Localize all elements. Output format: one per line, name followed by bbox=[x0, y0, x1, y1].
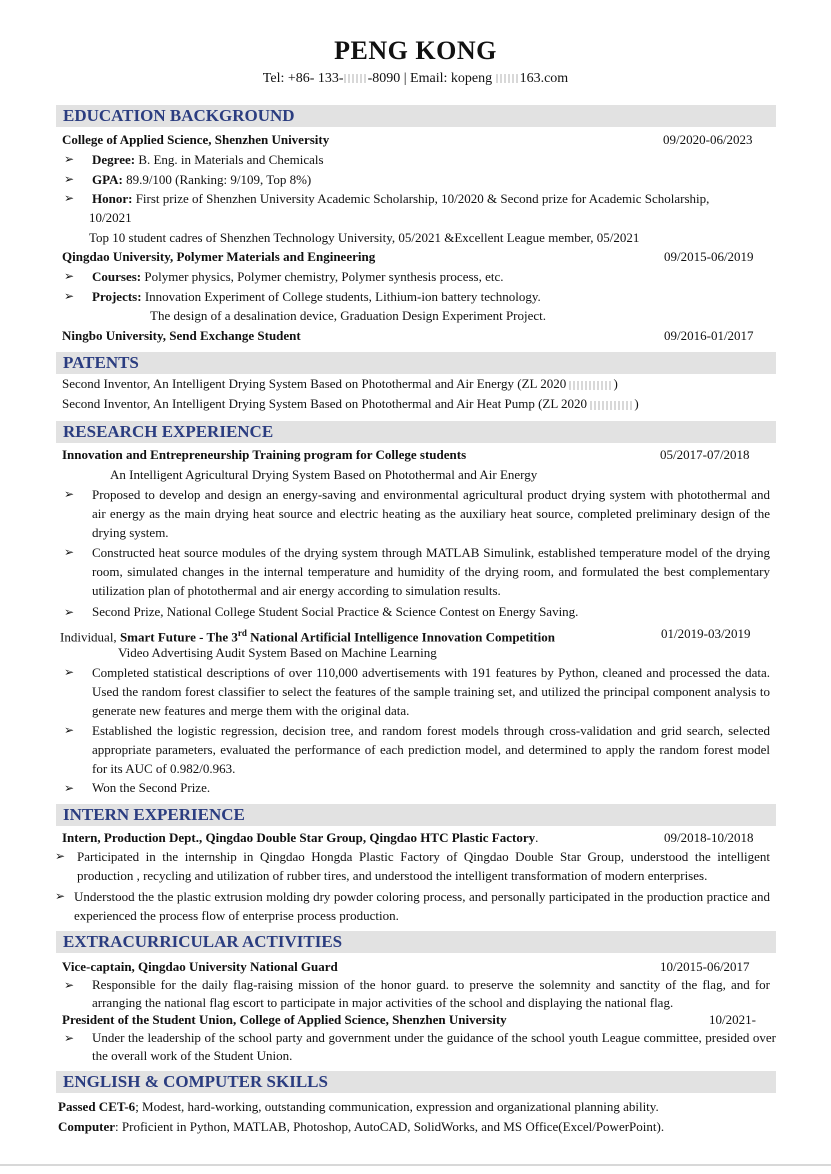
bullet-arrow-icon: ➢ bbox=[64, 781, 75, 795]
email-suffix: 163.com bbox=[519, 71, 569, 86]
skills-computer-line bbox=[58, 1118, 664, 1135]
projects-value: Innovation Experiment of College students, Lithium-ion battery technology. bbox=[144, 289, 541, 304]
honor-line bbox=[92, 190, 709, 207]
bullet-arrow-icon: ➢ bbox=[64, 289, 75, 303]
section-heading: ENGLISH & COMPUTER SKILLS bbox=[63, 1072, 328, 1091]
school-1-date: 09/2020-06/2023 bbox=[663, 132, 753, 147]
research-project-2-bullet-1: Completed statistical descriptions of over 110,000 advertisements with 191 features by Python, cleaned and processed the data. Used the random forest classifier to select the features of the sample training set, and utilized the principal component analysis to generate new features and merge them with the original data. bbox=[92, 665, 770, 719]
intern-title bbox=[62, 829, 538, 846]
school-3-date: 09/2016-01/2017 bbox=[664, 328, 754, 343]
contact-line bbox=[0, 71, 831, 87]
section-heading: EXTRACURRICULAR ACTIVITIES bbox=[63, 932, 343, 951]
redacted-patent-number-mark bbox=[569, 381, 613, 390]
honor-value: First prize of Shenzhen University Academic Scholarship, 10/2020 & Second prize for Academic Scholarship, bbox=[135, 191, 710, 206]
bullet-arrow-icon: ➢ bbox=[64, 723, 75, 737]
intern-bullet-2: Understood the the plastic extrusion molding dry powder coloring process, and personally participated in the production practice and experienced the process flow of enterprise process production. bbox=[74, 889, 770, 924]
section-skills bbox=[56, 1071, 776, 1093]
section-education bbox=[56, 105, 776, 127]
tel-suffix: -8090 | Email: kopeng bbox=[367, 71, 493, 86]
project-2-title-b: National Artificial Intelligence Innovation Competition bbox=[250, 629, 555, 645]
bullet-arrow-icon: ➢ bbox=[64, 191, 75, 205]
redacted-patent-number-mark bbox=[590, 401, 634, 410]
honor-extra: Top 10 student cadres of Shenzhen Technology University, 05/2021 &Excellent League member, 05/2021 bbox=[89, 230, 640, 245]
computer-label: Computer bbox=[58, 1119, 116, 1134]
research-project-1-date: 05/2017-07/2018 bbox=[660, 447, 750, 462]
courses-value: Polymer physics, Polymer chemistry, Polymer synthesis process, etc. bbox=[144, 269, 504, 284]
research-project-2-title bbox=[60, 625, 555, 645]
section-patents bbox=[56, 352, 776, 374]
project-2-prefix: Individual, bbox=[60, 629, 117, 645]
bullet-arrow-icon: ➢ bbox=[64, 487, 75, 501]
section-heading: PATENTS bbox=[63, 353, 139, 372]
honor-continued: 10/2021 bbox=[89, 210, 132, 225]
project-2-superscript: rd bbox=[237, 628, 247, 638]
gpa-label: GPA: bbox=[92, 172, 123, 187]
research-project-1-subtitle: An Intelligent Agricultural Drying System Based on Photothermal and Air Energy bbox=[110, 467, 538, 482]
research-project-1-bullet-3: Second Prize, National College Student Social Practice & Science Contest on Energy Saving. bbox=[92, 604, 579, 619]
page-bottom-divider bbox=[0, 1164, 831, 1166]
role-1-title: Vice-captain, Qingdao University National Guard bbox=[62, 959, 338, 974]
gpa-line bbox=[92, 171, 311, 188]
computer-text: : Proficient in Python, MATLAB, Photoshop, AutoCAD, SolidWorks, and MS Office(Excel/PowerPoint). bbox=[115, 1119, 665, 1134]
section-heading: EDUCATION BACKGROUND bbox=[63, 106, 295, 125]
section-heading: INTERN EXPERIENCE bbox=[63, 805, 245, 824]
school-2-date: 09/2015-06/2019 bbox=[664, 249, 754, 264]
projects-label: Projects: bbox=[92, 289, 142, 304]
intern-date: 09/2018-10/2018 bbox=[664, 830, 754, 845]
school-3: Ningbo University, Send Exchange Student bbox=[62, 328, 301, 343]
research-project-2-bullet-2: Established the logistic regression, decision tree, and random forest models through cross-validation and grid search, selected appropriate parameters, evaluated the performance of each prediction model, and determined to apply the random forest model for its AUC of 0.982/0.963. bbox=[92, 723, 770, 777]
redacted-email-mark bbox=[496, 74, 520, 83]
honor-label: Honor: bbox=[92, 191, 133, 206]
cet-label: Passed CET-6 bbox=[58, 1099, 136, 1114]
intern-title-end: . bbox=[535, 830, 539, 845]
cet-text: ; Modest, hard-working, outstanding communication, expression and organizational planning ability. bbox=[135, 1099, 659, 1114]
redacted-phone-mark bbox=[344, 74, 368, 83]
projects-line bbox=[92, 288, 541, 305]
intern-bullet-1: Participated in the internship in Qingdao Hongda Plastic Factory of Qingdao Double Star Group, understood the intelligent production , recycling and utilization of rubber tires, and understood the intelligent transformation of modern enterprises. bbox=[77, 849, 770, 884]
bullet-arrow-icon: ➢ bbox=[64, 545, 75, 559]
patent-1-text: Second Inventor, An Intelligent Drying System Based on Photothermal and Air Energy (ZL 2020 bbox=[62, 376, 567, 391]
patent-1-end: ) bbox=[613, 376, 618, 391]
bullet-arrow-icon: ➢ bbox=[64, 1031, 75, 1045]
role-2-bullet: Under the leadership of the school party and government under the guidance of the school youth League committee, presided over the overall work of the Student Union. bbox=[92, 1030, 776, 1063]
patent-2 bbox=[62, 395, 639, 412]
research-project-1-bullet-1: Proposed to develop and design an energy-saving and environmental agricultural product drying system with photothermal and air energy as the main drying heat source and electric heating as the auxiliary heat source, completed preliminary design of the drying system. bbox=[92, 487, 770, 541]
research-project-1-title: Innovation and Entrepreneurship Training program for College students bbox=[62, 447, 467, 462]
role-1-date: 10/2015-06/2017 bbox=[660, 959, 750, 974]
degree-line bbox=[92, 151, 324, 168]
school-2: Qingdao University, Polymer Materials and Engineering bbox=[62, 249, 376, 264]
research-project-1-bullet-2: Constructed heat source modules of the drying system through MATLAB Simulink, established temperature model of the drying room, simulated changes in the internal temperature and humidity of the drying room, and formulated the best complementary utilization plan of photothermal and air energy according to simulation results. bbox=[92, 545, 770, 599]
bullet-arrow-icon: ➢ bbox=[64, 152, 75, 166]
section-heading: RESEARCH EXPERIENCE bbox=[63, 422, 274, 441]
bullet-arrow-icon: ➢ bbox=[64, 172, 75, 186]
candidate-name: PENG KONG bbox=[334, 36, 497, 65]
bullet-arrow-icon: ➢ bbox=[55, 889, 66, 903]
section-research bbox=[56, 421, 776, 443]
project-2-title-a: Smart Future - The 3 bbox=[119, 629, 238, 645]
bullet-arrow-icon: ➢ bbox=[55, 849, 66, 863]
bullet-arrow-icon: ➢ bbox=[64, 978, 75, 992]
role-2-date: 10/2021- bbox=[709, 1012, 756, 1027]
research-project-2-date: 01/2019-03/2019 bbox=[661, 626, 751, 641]
patent-2-end: ) bbox=[634, 396, 639, 411]
projects-continued: The design of a desalination device, Graduation Design Experiment Project. bbox=[150, 308, 547, 323]
degree-label: Degree: bbox=[92, 152, 136, 167]
section-extracurricular bbox=[56, 931, 776, 953]
patent-2-text: Second Inventor, An Intelligent Drying System Based on Photothermal and Air Heat Pump (ZL 2020 bbox=[62, 396, 588, 411]
intern-title-text: Intern, Production Dept., Qingdao Double Star Group, Qingdao HTC Plastic Factory bbox=[62, 830, 536, 845]
degree-value: B. Eng. in Materials and Chemicals bbox=[138, 152, 324, 167]
section-intern bbox=[56, 804, 776, 826]
role-2-title: President of the Student Union, College of Applied Science, Shenzhen University bbox=[62, 1012, 507, 1027]
courses-label: Courses: bbox=[92, 269, 142, 284]
role-1-bullet: Responsible for the daily flag-raising mission of the honor guard. to preserve the solemnity and sanctity of the flag, and for arranging the national flag escort to participate in major activities of the school and displaying the national flag. bbox=[92, 977, 770, 1010]
research-project-2-bullet-3: Won the Second Prize. bbox=[92, 780, 211, 795]
patent-1 bbox=[62, 375, 618, 392]
gpa-value: 89.9/100 (Ranking: 9/109, Top 8%) bbox=[126, 172, 312, 187]
bullet-arrow-icon: ➢ bbox=[64, 269, 75, 283]
skills-english-line bbox=[58, 1098, 659, 1115]
tel-prefix: Tel: +86- 133- bbox=[262, 71, 344, 86]
school-1: College of Applied Science, Shenzhen University bbox=[62, 132, 330, 147]
courses-line bbox=[92, 268, 504, 285]
bullet-arrow-icon: ➢ bbox=[64, 605, 75, 619]
research-project-2-subtitle: Video Advertising Audit System Based on Machine Learning bbox=[118, 645, 437, 660]
bullet-arrow-icon: ➢ bbox=[64, 665, 75, 679]
